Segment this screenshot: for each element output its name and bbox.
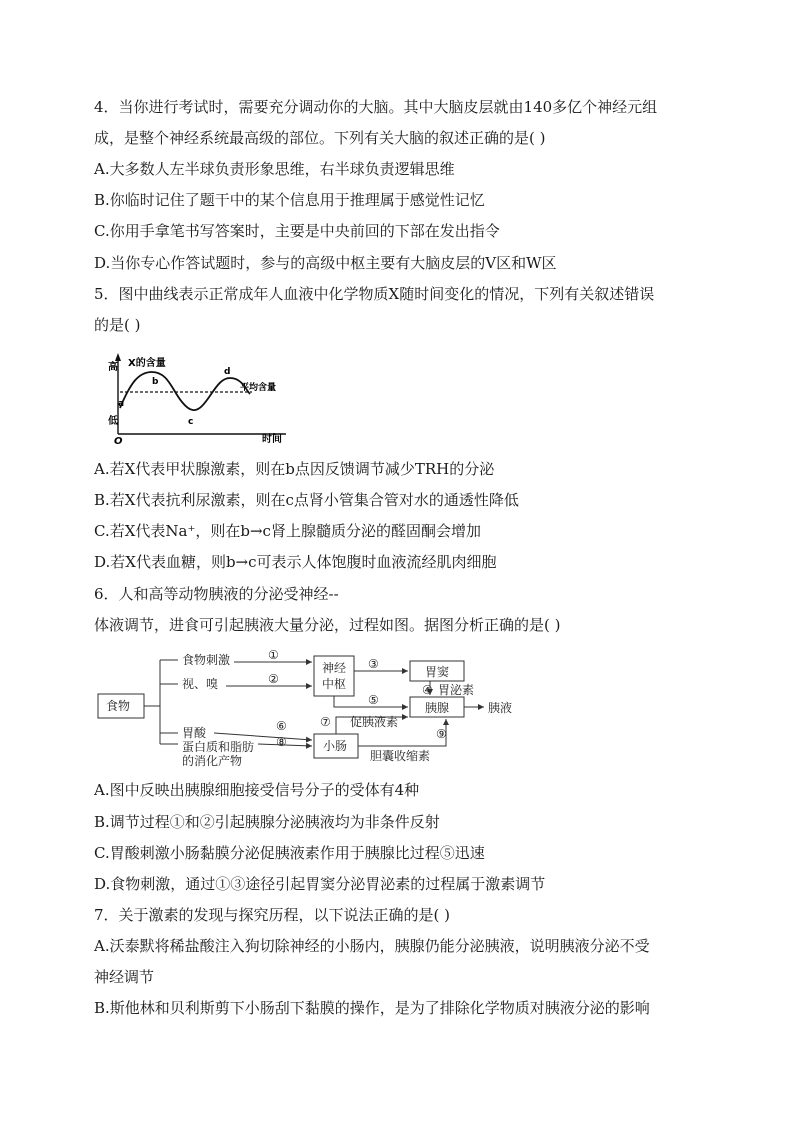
q6-stem-line-2: 体液调节，进食可引起胰液大量分泌，过程如图。据图分析正确的是( ) — [94, 616, 561, 634]
cck-label: 胆囊收缩素 — [370, 749, 431, 763]
pancreas-label: 胰腺 — [425, 701, 450, 715]
q4-option-b[interactable]: B.你临时记住了题干中的某个信息用于推理属于感觉性记忆 — [94, 191, 485, 209]
nerve-center-label-2: 中枢 — [322, 677, 347, 691]
q5-option-d[interactable]: D.若X代表血糖，则b→c可表示人体饱腹时血液流经肌肉细胞 — [94, 553, 497, 571]
path-number-4: ④ — [422, 683, 433, 697]
point-c-label: c — [188, 417, 194, 427]
stomach-label: 胃窦 — [425, 665, 450, 679]
q5-concentration-graph — [100, 350, 300, 446]
q6-pancreatic-regulation-diagram — [94, 646, 554, 772]
q5-option-b[interactable]: B.若X代表抗利尿激素，则在c点肾小管集合管对水的通透性降低 — [94, 491, 519, 509]
path-number-8: ⑧ — [276, 735, 287, 749]
path-number-3: ③ — [368, 657, 379, 671]
point-a-label: a — [118, 399, 125, 409]
q7-option-a-line-2[interactable]: 神经调节 — [94, 968, 155, 986]
path-number-2: ② — [268, 672, 279, 686]
q5-option-a[interactable]: A.若X代表甲状腺激素，则在b点因反馈调节减少TRH的分泌 — [94, 460, 495, 478]
path-number-9: ⑨ — [436, 727, 447, 741]
concentration-curve — [120, 372, 250, 410]
q4-option-a[interactable]: A.大多数人左半球负责形象思维，右半球负责逻辑思维 — [94, 160, 455, 178]
digestion-products-label-2: 的消化产物 — [182, 754, 243, 768]
y-low-label: 低 — [108, 416, 118, 427]
q4-option-c[interactable]: C.你用手拿笔书写答案时，主要是中央前回的下部在发出指令 — [94, 222, 500, 240]
gastrin-label: 胃泌素 — [438, 683, 475, 697]
sight-smell-label: 视、嗅 — [182, 677, 219, 691]
y-axis-title: X的含量 — [128, 358, 166, 369]
path-number-7: ⑦ — [320, 715, 331, 729]
q6-option-a[interactable]: A.图中反映出胰腺细胞接受信号分子的受体有4种 — [94, 781, 420, 799]
food-stimulus-label: 食物刺激 — [182, 653, 231, 667]
path-number-6: ⑥ — [276, 719, 287, 733]
secretin-label: 促胰液素 — [350, 715, 399, 729]
y-axis-arrow — [115, 353, 121, 361]
point-b-label: b — [152, 377, 159, 387]
q6-stem-line-1: 6．人和高等动物胰液的分泌受神经-- — [94, 585, 339, 603]
q5-stem-line-2: 的是( ) — [94, 316, 141, 334]
q4-option-d[interactable]: D.当你专心作答试题时，参与的高级中枢主要有大脑皮层的V区和W区 — [94, 254, 557, 272]
arrow-6 — [214, 733, 312, 740]
q5-option-c[interactable]: C.若X代表Na⁺，则在b→c肾上腺髓质分泌的醛固酮会增加 — [94, 522, 481, 540]
q4-stem-line-2: 成，是整个神经系统最高级的部位。下列有关大脑的叙述正确的是( ) — [94, 129, 546, 147]
digestion-products-label-1: 蛋白质和脂肪 — [182, 740, 255, 754]
q7-stem: 7．关于激素的发现与探究历程，以下说法正确的是( ) — [94, 906, 451, 924]
nerve-center-label-1: 神经 — [322, 661, 347, 675]
q4-stem-line-1: 4．当你进行考试时，需要充分调动你的大脑。其中大脑皮层就由140多亿个神经元组 — [94, 98, 658, 116]
food-label: 食物 — [106, 699, 131, 713]
pancreatic-juice-label: 胰液 — [488, 701, 513, 715]
q6-option-b[interactable]: B.调节过程①和②引起胰腺分泌胰液均为非条件反射 — [94, 813, 440, 831]
y-high-label: 高 — [108, 362, 118, 373]
gastric-acid-label: 胃酸 — [182, 726, 207, 740]
path-number-5: ⑤ — [368, 693, 379, 707]
path-number-1: ① — [268, 648, 279, 662]
q7-option-b[interactable]: B.斯他林和贝利斯剪下小肠刮下黏膜的操作，是为了排除化学物质对胰液分泌的影响 — [94, 999, 650, 1017]
q5-stem-line-1: 5．图中曲线表示正常成年人血液中化学物质X随时间变化的情况，下列有关叙述错误 — [94, 285, 655, 303]
mean-level-label: 平均含量 — [240, 383, 277, 393]
x-axis-title: 时间 — [262, 434, 282, 445]
intestine-label: 小肠 — [323, 739, 348, 753]
q7-option-a-line-1[interactable]: A.沃泰默将稀盐酸注入狗切除神经的小肠内，胰腺仍能分泌胰液，说明胰液分泌不受 — [94, 937, 650, 955]
q6-option-c[interactable]: C.胃酸刺激小肠黏膜分泌促胰液素作用于胰腺比过程⑤迅速 — [94, 844, 485, 862]
origin-label: O — [114, 436, 123, 446]
q6-option-d[interactable]: D.食物刺激，通过①③途径引起胃窦分泌胃泌素的过程属于激素调节 — [94, 875, 546, 893]
point-d-label: d — [224, 367, 231, 377]
